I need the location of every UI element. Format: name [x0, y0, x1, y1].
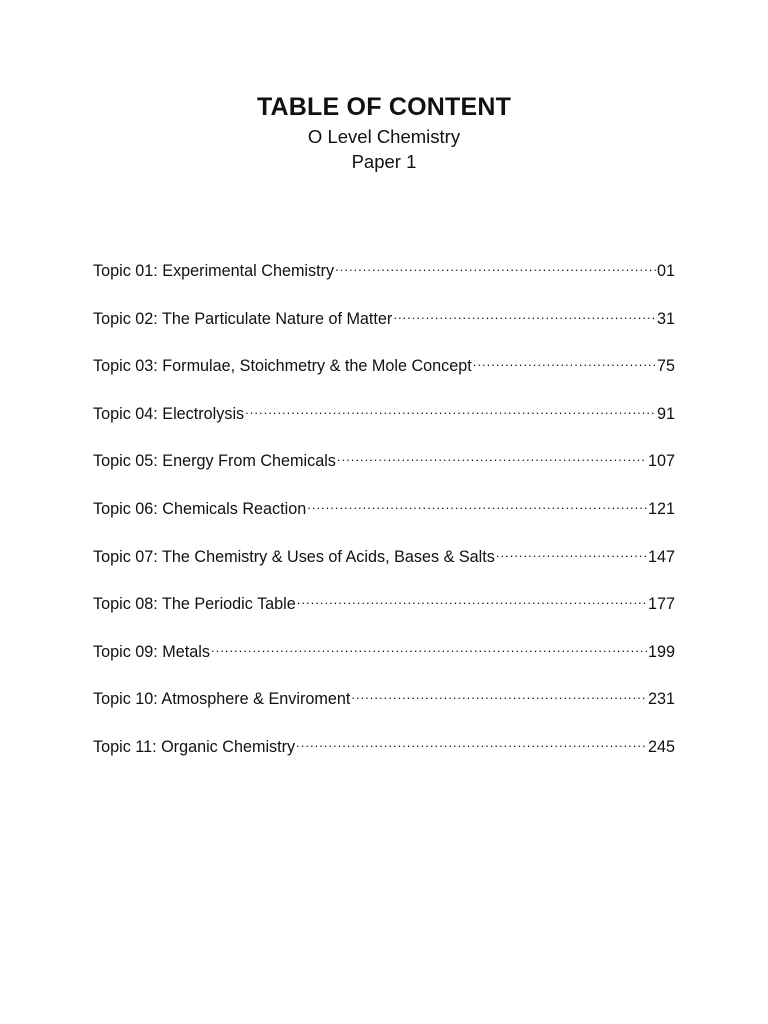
toc-leader-dots	[211, 641, 647, 657]
toc-page-number: 147	[647, 547, 675, 566]
toc-leader-dots	[351, 688, 647, 704]
toc-page-number: 01	[656, 262, 675, 280]
toc-page-number: 31	[656, 309, 675, 328]
toc-entry	[93, 687, 675, 735]
toc-page-number: 75	[656, 357, 675, 376]
toc-entry	[93, 402, 675, 450]
toc-entry	[93, 592, 675, 640]
toc-leader-dots	[297, 593, 647, 609]
toc-page-number: 199	[647, 642, 675, 661]
table-of-contents	[93, 259, 675, 783]
toc-entry	[93, 640, 675, 688]
toc-topic: Topic 11: Organic Chemistry	[93, 737, 296, 756]
toc-topic: Topic 07: The Chemistry & Uses of Acids, Bases & Salts	[93, 547, 495, 566]
paper-subtitle: Paper 1	[351, 151, 417, 172]
toc-leader-dots	[496, 545, 647, 561]
toc-page-number: 231	[647, 690, 675, 709]
toc-page-number: 121	[647, 499, 675, 518]
document-header	[0, 90, 768, 174]
toc-entry	[93, 354, 675, 402]
toc-leader-dots	[296, 736, 647, 752]
toc-topic: Topic 02: The Particulate Nature of Matter	[93, 309, 393, 328]
page-title: TABLE OF CONTENT	[256, 93, 512, 121]
toc-topic: Topic 03: Formulae, Stoichmetry & the Mole Concept	[93, 357, 472, 376]
subject-subtitle: O Level Chemistry	[307, 126, 461, 147]
toc-topic: Topic 01: Experimental Chemistry	[93, 262, 335, 280]
toc-entry	[93, 497, 675, 545]
toc-entry	[93, 735, 675, 783]
toc-topic: Topic 06: Chemicals Reaction	[93, 499, 307, 518]
toc-leader-dots	[393, 307, 656, 323]
toc-page-number: 107	[647, 452, 675, 471]
toc-topic: Topic 10: Atmosphere & Enviroment	[93, 690, 351, 709]
toc-topic: Topic 09: Metals	[93, 642, 210, 661]
toc-topic: Topic 08: The Periodic Table	[93, 595, 296, 614]
toc-leader-dots	[245, 403, 656, 419]
toc-leader-dots	[335, 260, 656, 276]
toc-topic: Topic 05: Energy From Chemicals	[93, 452, 336, 471]
toc-topic: Topic 04: Electrolysis	[93, 404, 245, 423]
toc-page-number: 177	[647, 595, 675, 614]
toc-leader-dots	[307, 498, 647, 514]
toc-leader-dots	[473, 355, 656, 371]
toc-entry	[93, 259, 675, 307]
toc-entry	[93, 545, 675, 593]
toc-page-number: 91	[656, 404, 675, 423]
toc-entry	[93, 307, 675, 355]
toc-leader-dots	[337, 450, 647, 466]
toc-entry	[93, 449, 675, 497]
toc-page-number: 245	[647, 737, 675, 756]
